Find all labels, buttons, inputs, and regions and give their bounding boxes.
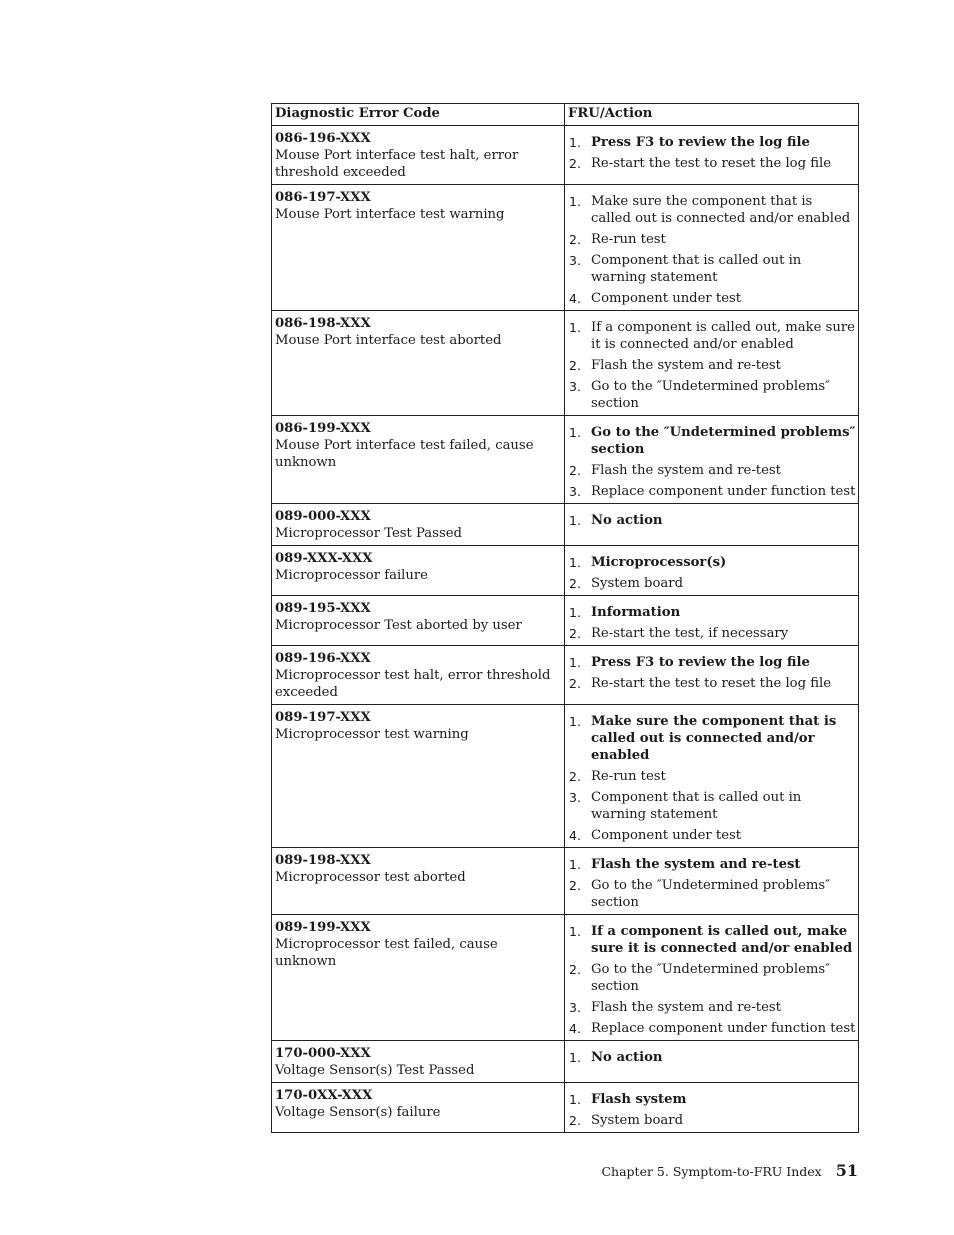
error-description: Microprocessor test warning — [275, 727, 469, 742]
error-code: 170-0XX-XXX — [275, 1088, 373, 1103]
error-code-cell — [272, 705, 565, 848]
action-number: 2. — [569, 156, 581, 171]
action-list — [569, 604, 856, 642]
error-description: Microprocessor Test Passed — [275, 526, 462, 541]
action-number: 2. — [569, 626, 581, 641]
table-row — [272, 546, 859, 596]
action-item — [569, 134, 856, 151]
action-text: Make sure the component that is called out is connected and/or enabled — [591, 194, 851, 226]
error-description: Microprocessor test halt, error threshold exceeded — [275, 668, 551, 700]
action-item — [569, 604, 856, 621]
error-description: Microprocessor Test aborted by user — [275, 618, 522, 633]
action-list — [569, 193, 856, 307]
table-row — [272, 504, 859, 546]
action-item — [569, 856, 856, 873]
action-number: 1. — [569, 714, 581, 729]
action-item — [569, 193, 856, 227]
error-description: Microprocessor failure — [275, 568, 428, 583]
table-row — [272, 126, 859, 185]
action-number: 2. — [569, 769, 581, 784]
error-code: 086-198-XXX — [275, 316, 371, 331]
action-text: No action — [591, 513, 663, 528]
action-item — [569, 877, 856, 911]
action-item — [569, 512, 856, 529]
action-number: 2. — [569, 962, 581, 977]
action-list — [569, 319, 856, 412]
error-code: 089-XXX-XXX — [275, 551, 373, 566]
error-code-cell — [272, 848, 565, 915]
action-list — [569, 1091, 856, 1129]
fru-action-cell — [565, 1041, 859, 1083]
error-code-cell — [272, 1083, 565, 1133]
action-text: Flash the system and re-test — [591, 857, 801, 872]
action-text: Make sure the component that is called out is connected and/or enabled — [591, 714, 837, 763]
action-text: Go to the ″Undetermined problems″ section — [591, 379, 831, 411]
action-number: 4. — [569, 1021, 581, 1036]
error-code: 089-000-XXX — [275, 509, 371, 524]
action-item — [569, 1049, 856, 1066]
action-text: Flash the system and re-test — [591, 463, 781, 478]
error-description: Mouse Port interface test halt, error threshold exceeded — [275, 148, 519, 180]
error-code: 086-197-XXX — [275, 190, 371, 205]
action-list — [569, 554, 856, 592]
action-text: Component that is called out in warning statement — [591, 253, 802, 285]
action-text: Microprocessor(s) — [591, 555, 727, 570]
action-text: Flash the system and re-test — [591, 1000, 781, 1015]
error-code-cell — [272, 646, 565, 705]
table-header-row — [272, 104, 859, 126]
error-description: Voltage Sensor(s) failure — [275, 1105, 441, 1120]
action-text: Flash the system and re-test — [591, 358, 781, 373]
fru-action-cell — [565, 311, 859, 416]
action-text: Go to the ″Undetermined problems″ section — [591, 425, 856, 457]
fru-action-cell — [565, 416, 859, 504]
action-number: 3. — [569, 379, 581, 394]
action-item — [569, 827, 856, 844]
error-code: 170-000-XXX — [275, 1046, 371, 1061]
error-description: Microprocessor test failed, cause unknown — [275, 937, 498, 969]
table-row — [272, 646, 859, 705]
action-number: 2. — [569, 878, 581, 893]
action-number: 1. — [569, 655, 581, 670]
action-text: Press F3 to review the log file — [591, 655, 810, 670]
action-text: Replace component under function test — [591, 484, 856, 499]
action-item — [569, 155, 856, 172]
action-number: 1. — [569, 555, 581, 570]
fru-action-cell — [565, 1083, 859, 1133]
action-list — [569, 713, 856, 844]
fru-action-cell — [565, 915, 859, 1041]
action-item — [569, 231, 856, 248]
action-text: Information — [591, 605, 681, 620]
action-number: 4. — [569, 828, 581, 843]
error-code-cell — [272, 546, 565, 596]
fru-action-cell — [565, 705, 859, 848]
action-item — [569, 357, 856, 374]
error-code: 089-199-XXX — [275, 920, 371, 935]
action-item — [569, 625, 856, 642]
action-text: Component that is called out in warning statement — [591, 790, 802, 822]
action-text: Replace component under function test — [591, 1021, 856, 1036]
column-header-code: Diagnostic Error Code — [272, 104, 565, 126]
action-number: 2. — [569, 676, 581, 691]
table-row — [272, 705, 859, 848]
action-item — [569, 713, 856, 764]
action-item — [569, 768, 856, 785]
action-number: 1. — [569, 320, 581, 335]
action-item — [569, 1112, 856, 1129]
action-item — [569, 378, 856, 412]
action-number: 2. — [569, 232, 581, 247]
action-item — [569, 999, 856, 1016]
action-item — [569, 554, 856, 571]
action-list — [569, 512, 856, 529]
error-code-cell — [272, 1041, 565, 1083]
action-text: Re-start the test, if necessary — [591, 626, 789, 641]
action-number: 4. — [569, 291, 581, 306]
action-item — [569, 961, 856, 995]
action-number: 2. — [569, 358, 581, 373]
action-number: 2. — [569, 463, 581, 478]
error-code-cell — [272, 915, 565, 1041]
page-footer — [601, 1161, 858, 1180]
error-description: Mouse Port interface test aborted — [275, 333, 502, 348]
action-number: 1. — [569, 425, 581, 440]
error-code: 086-196-XXX — [275, 131, 371, 146]
fru-action-cell — [565, 848, 859, 915]
action-item — [569, 1020, 856, 1037]
action-number: 1. — [569, 1092, 581, 1107]
error-code: 089-196-XXX — [275, 651, 371, 666]
action-number: 1. — [569, 194, 581, 209]
error-code: 089-195-XXX — [275, 601, 371, 616]
action-list — [569, 923, 856, 1037]
action-item — [569, 319, 856, 353]
action-item — [569, 1091, 856, 1108]
error-code: 089-197-XXX — [275, 710, 371, 725]
column-header-action: FRU/Action — [565, 104, 859, 126]
action-text: Re-run test — [591, 232, 666, 247]
action-text: Component under test — [591, 828, 742, 843]
action-number: 3. — [569, 484, 581, 499]
table-row — [272, 1041, 859, 1083]
table-row — [272, 1083, 859, 1133]
error-code-cell — [272, 185, 565, 311]
action-item — [569, 290, 856, 307]
error-code-cell — [272, 504, 565, 546]
action-text: If a component is called out, make sure it is connected and/or enabled — [591, 320, 855, 352]
error-description: Mouse Port interface test warning — [275, 207, 505, 222]
action-list — [569, 134, 856, 172]
action-number: 3. — [569, 1000, 581, 1015]
action-text: Flash system — [591, 1092, 687, 1107]
fru-action-cell — [565, 596, 859, 646]
fru-action-cell — [565, 546, 859, 596]
action-text: No action — [591, 1050, 663, 1065]
action-text: Go to the ″Undetermined problems″ section — [591, 878, 831, 910]
error-description: Microprocessor test aborted — [275, 870, 466, 885]
error-code-cell — [272, 416, 565, 504]
page-number: 51 — [835, 1161, 858, 1180]
action-number: 3. — [569, 790, 581, 805]
table-row — [272, 596, 859, 646]
table-row — [272, 915, 859, 1041]
action-item — [569, 654, 856, 671]
fru-action-cell — [565, 646, 859, 705]
action-item — [569, 675, 856, 692]
error-code-cell — [272, 311, 565, 416]
action-item — [569, 923, 856, 957]
table-row — [272, 416, 859, 504]
action-text: Go to the ″Undetermined problems″ section — [591, 962, 831, 994]
action-number: 1. — [569, 605, 581, 620]
action-number: 1. — [569, 135, 581, 150]
action-text: Component under test — [591, 291, 742, 306]
action-number: 1. — [569, 1050, 581, 1065]
action-number: 1. — [569, 924, 581, 939]
error-code-cell — [272, 126, 565, 185]
error-description: Mouse Port interface test failed, cause unknown — [275, 438, 534, 470]
action-text: Re-start the test to reset the log file — [591, 156, 832, 171]
action-list — [569, 424, 856, 500]
action-list — [569, 856, 856, 911]
fru-action-cell — [565, 504, 859, 546]
error-code-cell — [272, 596, 565, 646]
action-number: 2. — [569, 576, 581, 591]
action-item — [569, 789, 856, 823]
table-row — [272, 848, 859, 915]
fru-action-cell — [565, 185, 859, 311]
action-text: If a component is called out, make sure it is connected and/or enabled — [591, 924, 853, 956]
action-number: 1. — [569, 857, 581, 872]
diagnostic-error-table — [271, 103, 859, 1133]
table-row — [272, 311, 859, 416]
action-item — [569, 483, 856, 500]
error-code: 086-199-XXX — [275, 421, 371, 436]
action-text: Re-start the test to reset the log file — [591, 676, 832, 691]
action-item — [569, 252, 856, 286]
action-list — [569, 1049, 856, 1066]
chapter-title: Chapter 5. Symptom-to-FRU Index — [601, 1164, 822, 1179]
table-row — [272, 185, 859, 311]
action-text: System board — [591, 1113, 684, 1128]
action-text: Press F3 to review the log file — [591, 135, 810, 150]
action-text: Re-run test — [591, 769, 666, 784]
action-number: 3. — [569, 253, 581, 268]
action-text: System board — [591, 576, 684, 591]
fru-action-cell — [565, 126, 859, 185]
error-description: Voltage Sensor(s) Test Passed — [275, 1063, 475, 1078]
action-item — [569, 575, 856, 592]
action-list — [569, 654, 856, 692]
action-item — [569, 462, 856, 479]
action-number: 2. — [569, 1113, 581, 1128]
error-code: 089-198-XXX — [275, 853, 371, 868]
action-number: 1. — [569, 513, 581, 528]
action-item — [569, 424, 856, 458]
